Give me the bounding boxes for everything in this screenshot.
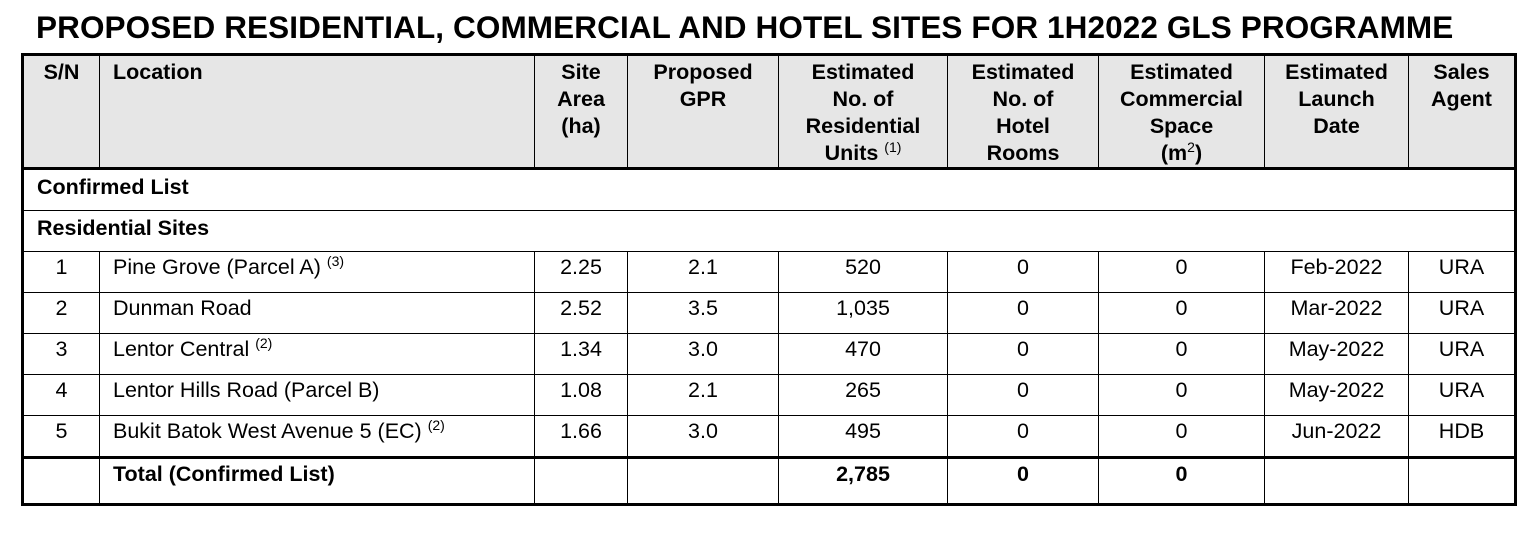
header-sn: S/N — [23, 55, 100, 169]
section-confirmed-list — [23, 169, 1516, 211]
header-residential-units: Estimated No. of Residential Units $^{(1)}$ — [779, 55, 948, 169]
section-label: Confirmed List — [23, 169, 1516, 211]
header-site-area: Site Area (ha) — [535, 55, 628, 169]
header-sales-agent: Sales Agent — [1409, 55, 1516, 169]
total-hotel: 0 — [948, 458, 1099, 505]
header-commercial-space: Estimated Commercial Space $(m^2)$ — [1099, 55, 1265, 169]
footnote-1: (1) — [884, 139, 902, 155]
header-launch-date: Estimated Launch Date — [1265, 55, 1409, 169]
total-commercial: 0 — [1099, 458, 1265, 505]
table-row: 5 Bukit Batok West Avenue 5 (EC) $^{(2)}$ 1.66 3.0 495 0 0 Jun-2022 HDB — [23, 416, 1516, 458]
header-location: Location — [100, 55, 535, 169]
total-units: 2,785 — [779, 458, 948, 505]
total-row — [23, 458, 1516, 505]
page-title: PROPOSED RESIDENTIAL, COMMERCIAL AND HOTEL SITES FOR 1H2022 GLS PROGRAMME — [36, 9, 1454, 45]
table-row: 2 Dunman Road 2.52 3.5 1,035 0 0 Mar-2022 URA — [23, 293, 1516, 334]
header-gpr: Proposed GPR — [628, 55, 779, 169]
table-row: 3 Lentor Central $^{(2)}$ 1.34 3.0 470 0 0 May-2022 URA — [23, 334, 1516, 375]
header-hotel-rooms: Estimated No. of Hotel Rooms — [948, 55, 1099, 169]
section-residential-sites — [23, 211, 1516, 252]
gls-sites-table — [21, 53, 1517, 506]
header-row — [23, 55, 1516, 169]
table-row: 1 Pine Grove (Parcel A) $^{(3)}$ 2.25 2.1 520 0 0 Feb-2022 URA — [23, 252, 1516, 293]
table-row: 4 Lentor Hills Road (Parcel B) 1.08 2.1 265 0 0 May-2022 URA — [23, 375, 1516, 416]
section-label: Residential Sites — [23, 211, 1516, 252]
total-label: Total (Confirmed List) — [100, 458, 535, 505]
